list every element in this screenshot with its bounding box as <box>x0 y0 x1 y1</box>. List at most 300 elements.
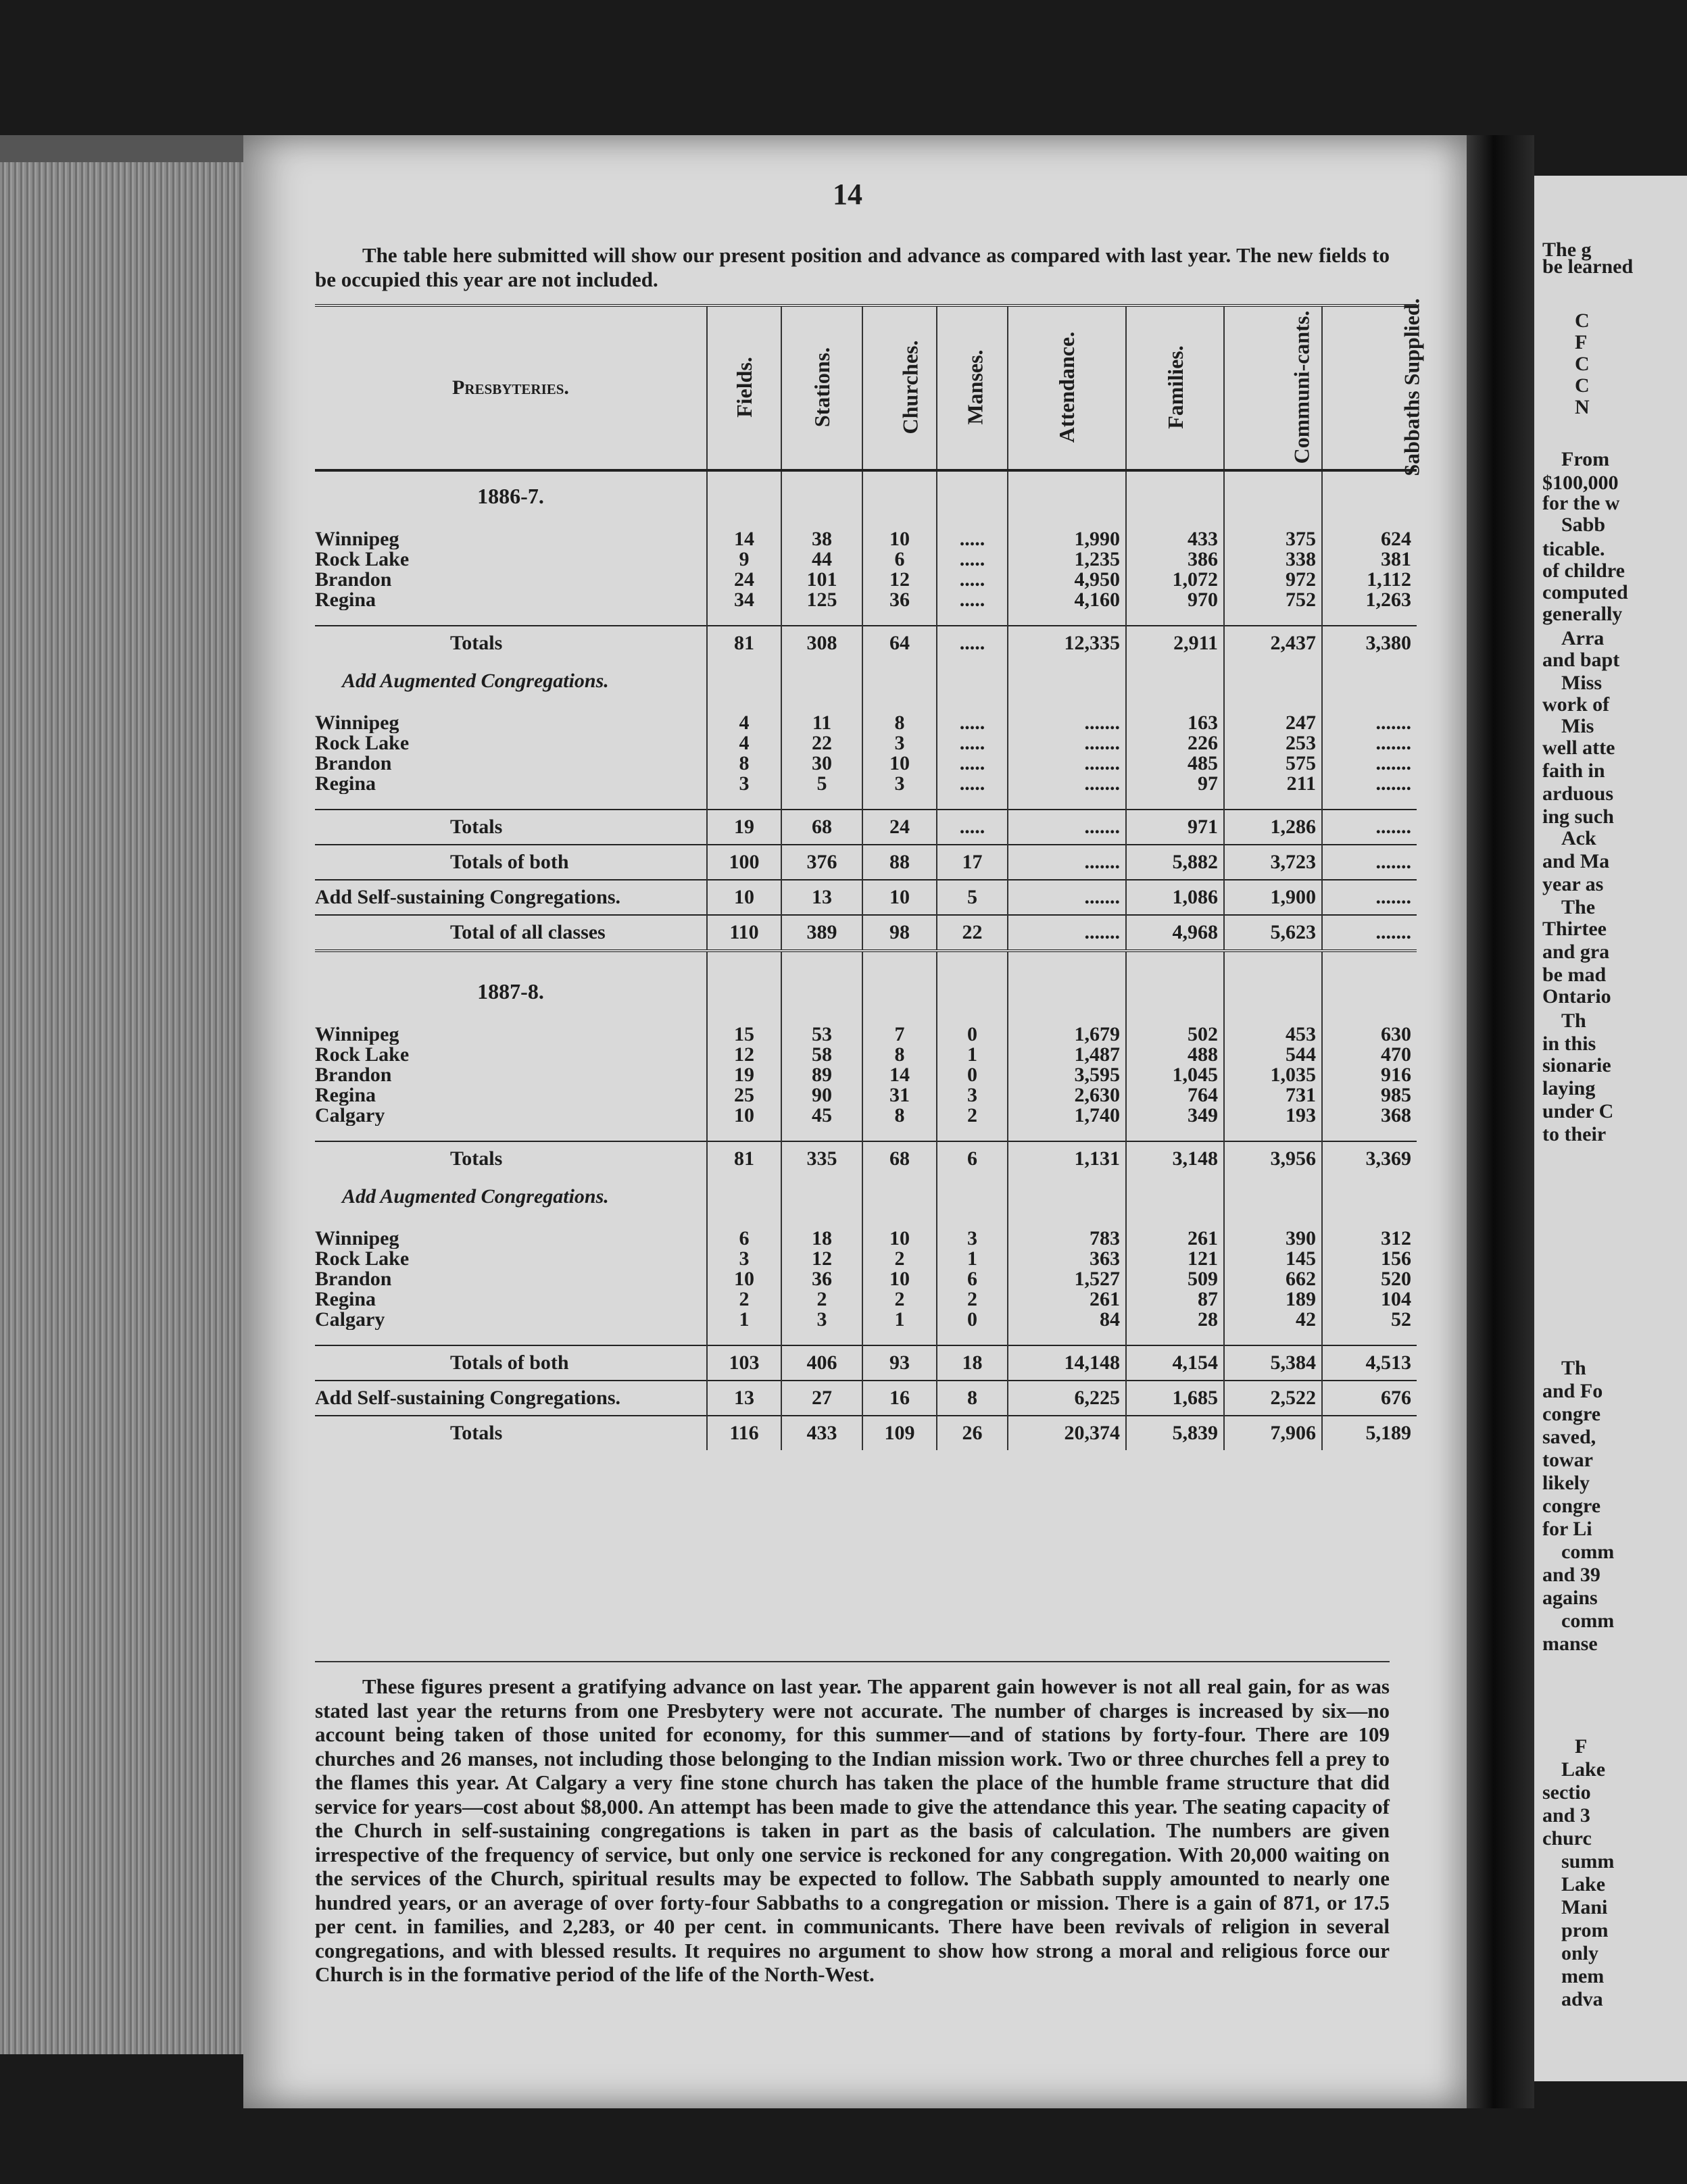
right-page-line: under C <box>1542 1100 1614 1122</box>
header-stations: Stations. <box>781 305 862 470</box>
row-value: 90 <box>781 1085 862 1106</box>
row-label: Brandon <box>315 1269 392 1289</box>
year-heading <box>315 967 1417 1024</box>
row-value: 13 <box>781 880 862 915</box>
row-value: 731 <box>1224 1085 1322 1106</box>
right-page-line: agains <box>1542 1587 1598 1609</box>
row-value: 58 <box>781 1045 862 1065</box>
row-value: 3,723 <box>1224 845 1322 880</box>
right-page-line: only <box>1561 1942 1599 1964</box>
empty-cell <box>1008 1330 1126 1345</box>
row-value: 10 <box>862 1228 937 1249</box>
row-value: 189 <box>1224 1289 1322 1310</box>
table-row <box>315 549 1417 570</box>
row-value: 6 <box>862 549 937 570</box>
row-value: 2 <box>862 1249 937 1269</box>
row-value: 1,235 <box>1008 549 1126 570</box>
row-value: 5,189 <box>1322 1416 1417 1450</box>
row-label: Rock Lake <box>315 1249 410 1269</box>
row-value: 308 <box>781 626 862 660</box>
row-value: 985 <box>1322 1085 1417 1106</box>
row-value: 453 <box>1224 1024 1322 1045</box>
row-value: 575 <box>1224 753 1322 774</box>
row-value: 19 <box>707 810 781 845</box>
row-label: Winnipeg <box>315 713 399 733</box>
row-value: 470 <box>1322 1045 1417 1065</box>
right-page-line: The g <box>1542 239 1592 261</box>
right-page-line: year as <box>1542 873 1604 895</box>
table-row <box>315 1249 1417 1269</box>
table-row <box>315 570 1417 590</box>
empty-cell <box>1224 1176 1322 1228</box>
empty-cell <box>1224 660 1322 713</box>
row-value: 26 <box>937 1416 1008 1450</box>
row-label: Winnipeg <box>315 1228 399 1249</box>
row-value: 3 <box>862 733 937 753</box>
row-value: 36 <box>862 590 937 610</box>
row-value: 84 <box>1008 1310 1126 1330</box>
row-label: Totals <box>315 1416 707 1450</box>
row-value: 335 <box>781 1141 862 1176</box>
right-page-line: laying <box>1542 1077 1596 1099</box>
empty-cell <box>1322 794 1417 810</box>
empty-cell <box>862 1330 937 1345</box>
row-value: ..... <box>937 590 1008 610</box>
row-value: ..... <box>937 626 1008 660</box>
row-value: 87 <box>1126 1289 1224 1310</box>
row-value: ....... <box>1008 845 1126 880</box>
row-value: 8 <box>862 1045 937 1065</box>
row-label: Winnipeg <box>315 529 399 549</box>
row-value: 8 <box>707 753 781 774</box>
row-value: 916 <box>1322 1065 1417 1085</box>
row-value: 52 <box>1322 1310 1417 1330</box>
right-page-line: F <box>1575 1735 1588 1758</box>
right-page-line: C <box>1575 353 1590 375</box>
empty-cell <box>1126 794 1224 810</box>
row-value: 247 <box>1224 713 1322 733</box>
empty-cell <box>937 951 1008 967</box>
row-value: 3 <box>707 774 781 794</box>
table-row <box>315 753 1417 774</box>
empty-cell <box>862 660 937 713</box>
table-row <box>315 529 1417 549</box>
row-value: 1,263 <box>1322 590 1417 610</box>
empty-cell <box>1322 610 1417 626</box>
row-value: 30 <box>781 753 862 774</box>
right-page-line: and 39 <box>1542 1564 1600 1586</box>
row-value: 18 <box>781 1228 862 1249</box>
empty-cell <box>707 1126 781 1141</box>
row-value: 8 <box>862 713 937 733</box>
row-value: ....... <box>1008 713 1126 733</box>
header-fields: Fields. <box>707 305 781 470</box>
row-value: 3 <box>937 1228 1008 1249</box>
empty-cell <box>937 660 1008 713</box>
row-value: 4 <box>707 733 781 753</box>
empty-cell <box>707 1330 781 1345</box>
table-row <box>315 774 1417 794</box>
row-label: Regina <box>315 590 376 610</box>
row-value: 81 <box>707 1141 781 1176</box>
row-value: 752 <box>1224 590 1322 610</box>
row-value: 3,369 <box>1322 1141 1417 1176</box>
empty-cell <box>1224 967 1322 1024</box>
row-label: Totals <box>315 1141 707 1176</box>
spacer-row <box>315 610 1417 626</box>
row-value: 2,522 <box>1224 1381 1322 1416</box>
right-page-line: computed <box>1542 581 1628 603</box>
row-value: 3 <box>707 1249 781 1269</box>
row-value: ....... <box>1322 774 1417 794</box>
row-value: 10 <box>862 529 937 549</box>
row-value: 2 <box>707 1289 781 1310</box>
table-row <box>315 810 1417 845</box>
right-page-line: sionarie <box>1542 1054 1611 1076</box>
right-page-line: arduous <box>1542 783 1614 805</box>
spacer-row <box>315 1330 1417 1345</box>
right-page-line: The <box>1561 896 1596 918</box>
right-page-line: saved, <box>1542 1426 1596 1448</box>
empty-cell <box>315 951 707 967</box>
row-label: Rock Lake <box>315 1045 410 1065</box>
empty-cell <box>707 610 781 626</box>
row-value: 68 <box>862 1141 937 1176</box>
table-row <box>315 915 1417 951</box>
empty-cell <box>781 1126 862 1141</box>
row-value: 312 <box>1322 1228 1417 1249</box>
spacer-row <box>315 951 1417 967</box>
row-value: 3 <box>862 774 937 794</box>
empty-cell <box>1322 1126 1417 1141</box>
row-value: 116 <box>707 1416 781 1450</box>
row-value: 121 <box>1126 1249 1224 1269</box>
row-value: 376 <box>781 845 862 880</box>
right-page-line: F <box>1575 331 1588 353</box>
row-value: 13 <box>707 1381 781 1416</box>
empty-cell <box>937 1126 1008 1141</box>
empty-cell <box>1008 951 1126 967</box>
spacer-row <box>315 1126 1417 1141</box>
row-value: 624 <box>1322 529 1417 549</box>
row-value: 64 <box>862 626 937 660</box>
row-value: 1,131 <box>1008 1141 1126 1176</box>
right-page-line: faith in <box>1542 760 1605 782</box>
row-value: 1,527 <box>1008 1269 1126 1289</box>
empty-cell <box>937 470 1008 529</box>
empty-cell <box>937 794 1008 810</box>
empty-cell <box>781 967 862 1024</box>
right-page-line: for Li <box>1542 1518 1592 1540</box>
row-value: 15 <box>707 1024 781 1045</box>
header-churches: Churches. <box>862 305 937 470</box>
right-page-line: generally <box>1542 603 1623 625</box>
row-value: 3 <box>937 1085 1008 1106</box>
right-page-fragment <box>1534 176 1687 2081</box>
row-label: Totals of both <box>315 845 707 880</box>
empty-cell <box>1224 610 1322 626</box>
row-value: 2 <box>937 1289 1008 1310</box>
row-value: 381 <box>1322 549 1417 570</box>
row-value: 12 <box>781 1249 862 1269</box>
row-value: 22 <box>937 915 1008 951</box>
row-value: 5,384 <box>1224 1345 1322 1381</box>
row-value: ....... <box>1322 810 1417 845</box>
empty-cell <box>1224 1330 1322 1345</box>
empty-cell <box>1126 1330 1224 1345</box>
row-value: ..... <box>937 549 1008 570</box>
row-value: 433 <box>1126 529 1224 549</box>
row-value: 4,160 <box>1008 590 1126 610</box>
empty-cell <box>315 794 707 810</box>
row-label: Brandon <box>315 1065 392 1085</box>
augmented-heading <box>315 1176 1417 1228</box>
right-page-line: Ontario <box>1542 985 1611 1008</box>
empty-cell <box>781 1176 862 1228</box>
row-value: 36 <box>781 1269 862 1289</box>
table-row <box>315 880 1417 915</box>
row-label: Brandon <box>315 570 392 590</box>
empty-cell <box>707 794 781 810</box>
empty-cell <box>1126 967 1224 1024</box>
row-value: 338 <box>1224 549 1322 570</box>
right-page-line: sectio <box>1542 1781 1591 1804</box>
row-label: Totals of both <box>315 1345 707 1381</box>
book-gutter <box>1467 135 1534 2108</box>
row-label: Calgary <box>315 1310 385 1330</box>
row-value: 0 <box>937 1024 1008 1045</box>
empty-cell <box>707 951 781 967</box>
row-value: 971 <box>1126 810 1224 845</box>
empty-cell <box>1224 794 1322 810</box>
empty-cell <box>1322 660 1417 713</box>
row-value: 2 <box>862 1289 937 1310</box>
row-value: 1 <box>937 1249 1008 1269</box>
right-page-line: N <box>1575 396 1590 418</box>
empty-cell <box>862 1126 937 1141</box>
row-value: 193 <box>1224 1106 1322 1126</box>
row-label: Regina <box>315 1085 376 1106</box>
empty-cell <box>1126 951 1224 967</box>
row-label: Add Self-sustaining Congregations. <box>315 880 707 915</box>
table-row <box>315 733 1417 753</box>
row-value: 261 <box>1126 1228 1224 1249</box>
row-value: 6 <box>937 1141 1008 1176</box>
row-value: 44 <box>781 549 862 570</box>
row-value: ....... <box>1008 733 1126 753</box>
row-value: 544 <box>1224 1045 1322 1065</box>
row-value: 1,487 <box>1008 1045 1126 1065</box>
row-value: ....... <box>1322 733 1417 753</box>
row-value: 10 <box>707 880 781 915</box>
right-page-line: Mani <box>1561 1896 1608 1918</box>
right-page-line: Miss <box>1561 672 1602 694</box>
row-value: 1 <box>862 1310 937 1330</box>
row-value: 7,906 <box>1224 1416 1322 1450</box>
row-value: 2 <box>937 1106 1008 1126</box>
header-families: Families. <box>1126 305 1224 470</box>
table-row <box>315 590 1417 610</box>
row-value: 3,595 <box>1008 1065 1126 1085</box>
row-value: 261 <box>1008 1289 1126 1310</box>
empty-cell <box>1126 470 1224 529</box>
right-page-line: and gra <box>1542 941 1610 963</box>
right-page-line: and Fo <box>1542 1380 1603 1402</box>
empty-cell <box>1126 1126 1224 1141</box>
row-value: 2,630 <box>1008 1085 1126 1106</box>
row-value: 3,956 <box>1224 1141 1322 1176</box>
row-value: 101 <box>781 570 862 590</box>
row-value: 97 <box>1126 774 1224 794</box>
table-bottom-rule <box>315 1661 1390 1662</box>
row-value: 406 <box>781 1345 862 1381</box>
row-value: 10 <box>862 753 937 774</box>
augmented-heading-label: Add Augmented Congregations. <box>342 670 609 692</box>
header-attendance: Attendance. <box>1008 305 1126 470</box>
right-page-line: adva <box>1561 1988 1603 2010</box>
row-value: 18 <box>937 1345 1008 1381</box>
spacer-row <box>315 794 1417 810</box>
row-value: 3,380 <box>1322 626 1417 660</box>
page-number: 14 <box>833 178 862 211</box>
right-page-line: be mad <box>1542 964 1607 986</box>
row-value: 81 <box>707 626 781 660</box>
row-value: 0 <box>937 1065 1008 1085</box>
table-row <box>315 1045 1417 1065</box>
row-value: 45 <box>781 1106 862 1126</box>
empty-cell <box>781 470 862 529</box>
augmented-heading-label: Add Augmented Congregations. <box>342 1185 609 1208</box>
empty-cell <box>1008 1176 1126 1228</box>
right-page-line: mem <box>1561 1965 1605 1987</box>
year-heading <box>315 470 1417 529</box>
empty-cell <box>1322 1176 1417 1228</box>
row-value: 6 <box>937 1269 1008 1289</box>
table-row <box>315 1065 1417 1085</box>
right-page-line: and bapt <box>1542 649 1620 671</box>
right-page-line: and 3 <box>1542 1804 1590 1827</box>
row-value: 31 <box>862 1085 937 1106</box>
row-value: 12,335 <box>1008 626 1126 660</box>
row-value: 100 <box>707 845 781 880</box>
row-value: 34 <box>707 590 781 610</box>
row-value: 19 <box>707 1065 781 1085</box>
row-value: 9 <box>707 549 781 570</box>
table-row <box>315 1024 1417 1045</box>
row-label: Totals <box>315 626 707 660</box>
row-value: 103 <box>707 1345 781 1381</box>
row-value: ....... <box>1008 880 1126 915</box>
empty-cell <box>937 610 1008 626</box>
statistics-table <box>315 298 1424 1450</box>
row-value: 163 <box>1126 713 1224 733</box>
empty-cell <box>1224 470 1322 529</box>
empty-cell <box>1126 1176 1224 1228</box>
row-value: ..... <box>937 529 1008 549</box>
empty-cell <box>937 1330 1008 1345</box>
empty-cell <box>781 1330 862 1345</box>
row-value: 676 <box>1322 1381 1417 1416</box>
row-value: 970 <box>1126 590 1224 610</box>
row-value: 28 <box>1126 1310 1224 1330</box>
empty-cell <box>1008 610 1126 626</box>
row-value: ....... <box>1322 915 1417 951</box>
table-row <box>315 1141 1417 1176</box>
empty-cell <box>1008 967 1126 1024</box>
empty-cell <box>1008 1126 1126 1141</box>
row-value: ....... <box>1322 845 1417 880</box>
row-value: ..... <box>937 810 1008 845</box>
right-page-line: ing such <box>1542 805 1614 828</box>
row-value: ....... <box>1008 753 1126 774</box>
empty-cell <box>781 794 862 810</box>
row-value: 16 <box>862 1381 937 1416</box>
row-label: Rock Lake <box>315 549 410 570</box>
row-value: 662 <box>1224 1269 1322 1289</box>
row-value: 972 <box>1224 570 1322 590</box>
row-value: 14,148 <box>1008 1345 1126 1381</box>
right-page-line: churc <box>1542 1827 1592 1850</box>
right-page-line: congre <box>1542 1403 1601 1425</box>
row-value: 24 <box>862 810 937 845</box>
empty-cell <box>1126 660 1224 713</box>
row-value: 0 <box>937 1310 1008 1330</box>
empty-cell <box>1008 794 1126 810</box>
row-value: 20,374 <box>1008 1416 1126 1450</box>
row-value: 110 <box>707 915 781 951</box>
row-value: 764 <box>1126 1085 1224 1106</box>
table-row <box>315 1345 1417 1381</box>
right-page-line: comm <box>1561 1610 1615 1632</box>
row-value: 433 <box>781 1416 862 1450</box>
right-page-line: in this <box>1542 1033 1596 1055</box>
row-value: 5,623 <box>1224 915 1322 951</box>
row-value: 226 <box>1126 733 1224 753</box>
row-value: 1,679 <box>1008 1024 1126 1045</box>
row-value: 5 <box>781 774 862 794</box>
row-value: 2 <box>781 1289 862 1310</box>
row-value: 38 <box>781 529 862 549</box>
row-value: 389 <box>781 915 862 951</box>
empty-cell <box>1008 470 1126 529</box>
row-value: 10 <box>707 1106 781 1126</box>
header-sabbaths: Sabbaths Supplied. <box>1322 305 1417 470</box>
right-page-line: Ack <box>1561 827 1596 849</box>
row-value: 390 <box>1224 1228 1322 1249</box>
table-row <box>315 713 1417 733</box>
row-value: 502 <box>1126 1024 1224 1045</box>
row-label: Brandon <box>315 753 392 774</box>
row-value: ..... <box>937 570 1008 590</box>
row-value: 25 <box>707 1085 781 1106</box>
empty-cell <box>315 1126 707 1141</box>
row-value: ....... <box>1008 774 1126 794</box>
table-row <box>315 1106 1417 1126</box>
row-value: 14 <box>707 529 781 549</box>
right-page-line: of childre <box>1542 560 1625 582</box>
row-value: 630 <box>1322 1024 1417 1045</box>
right-page-line: ticable. <box>1542 538 1605 560</box>
row-label: Totals <box>315 810 707 845</box>
row-value: 520 <box>1322 1269 1417 1289</box>
book-page-edges <box>0 162 243 2054</box>
row-value: 8 <box>937 1381 1008 1416</box>
statistics-table-wrap <box>315 298 1424 1450</box>
empty-cell <box>1322 951 1417 967</box>
row-value: ....... <box>1322 713 1417 733</box>
right-page-line: comm <box>1561 1541 1615 1563</box>
row-value: 3 <box>781 1310 862 1330</box>
